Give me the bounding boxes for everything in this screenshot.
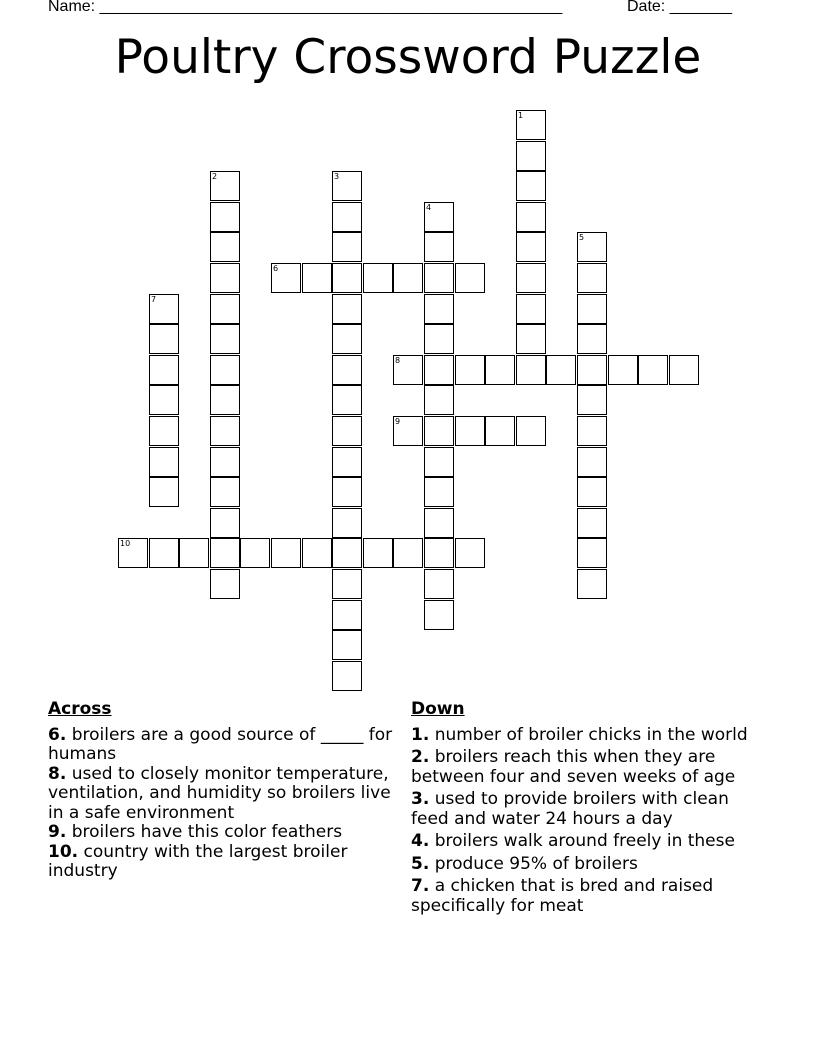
clue-item-number: 7. bbox=[411, 876, 430, 896]
grid-cell[interactable] bbox=[424, 477, 454, 507]
grid-cell[interactable] bbox=[302, 263, 332, 293]
grid-cell[interactable] bbox=[393, 263, 423, 293]
grid-cell[interactable] bbox=[577, 263, 607, 293]
grid-cell[interactable] bbox=[210, 477, 240, 507]
grid-cell[interactable] bbox=[424, 447, 454, 477]
grid-cell[interactable] bbox=[455, 538, 485, 568]
clue-item-number: 5. bbox=[411, 853, 430, 874]
across-clues bbox=[48, 700, 408, 882]
grid-cell[interactable] bbox=[332, 263, 362, 293]
grid-cell[interactable] bbox=[424, 324, 454, 354]
grid-cell[interactable] bbox=[332, 232, 362, 262]
grid-cell[interactable] bbox=[455, 355, 485, 385]
grid-cell[interactable] bbox=[149, 294, 179, 324]
grid-cell[interactable] bbox=[332, 630, 362, 660]
grid-cell[interactable] bbox=[149, 355, 179, 385]
grid-cell[interactable] bbox=[577, 477, 607, 507]
grid-cell[interactable] bbox=[577, 416, 607, 446]
grid-cell[interactable] bbox=[210, 232, 240, 262]
grid-cell[interactable] bbox=[149, 447, 179, 477]
clue-item-number: 8. bbox=[48, 763, 67, 784]
grid-cell[interactable] bbox=[516, 202, 546, 232]
grid-cell[interactable] bbox=[240, 538, 270, 568]
grid-cell[interactable] bbox=[149, 538, 179, 568]
clue-number: 9 bbox=[395, 417, 401, 426]
grid-cell[interactable] bbox=[516, 294, 546, 324]
grid-cell[interactable] bbox=[455, 416, 485, 446]
clue-item-text: used to provide broilers with clean feed and water 24 hours a day bbox=[411, 789, 729, 829]
grid-cell[interactable] bbox=[149, 477, 179, 507]
grid-cell[interactable] bbox=[210, 447, 240, 477]
grid-cell[interactable] bbox=[332, 416, 362, 446]
grid-cell[interactable] bbox=[332, 569, 362, 599]
grid-cell[interactable] bbox=[210, 538, 240, 568]
page-title: Poultry Crossword Puzzle bbox=[114, 30, 702, 85]
grid-cell[interactable] bbox=[424, 538, 454, 568]
grid-cell[interactable] bbox=[516, 141, 546, 171]
down-heading: Down bbox=[411, 699, 465, 719]
grid-cell[interactable] bbox=[424, 202, 454, 232]
grid-cell[interactable] bbox=[210, 355, 240, 385]
grid-cell[interactable] bbox=[424, 263, 454, 293]
grid-cell[interactable] bbox=[577, 232, 607, 262]
clue-item-number: 2. bbox=[411, 747, 430, 767]
clue-item-number: 6. bbox=[48, 724, 67, 745]
grid-cell[interactable] bbox=[332, 508, 362, 538]
grid-cell[interactable] bbox=[210, 508, 240, 538]
grid-cell[interactable] bbox=[577, 508, 607, 538]
clue-number: 6 bbox=[273, 264, 279, 273]
clue-number: 5 bbox=[579, 233, 585, 242]
grid-cell[interactable] bbox=[210, 416, 240, 446]
grid-cell[interactable] bbox=[363, 538, 393, 568]
clue-item-number: 1. bbox=[411, 724, 430, 745]
clue-item bbox=[411, 832, 756, 852]
clue-item-text: broilers have this color feathers bbox=[66, 822, 343, 842]
grid-cell[interactable] bbox=[210, 385, 240, 415]
grid-cell[interactable] bbox=[424, 355, 454, 385]
grid-cell[interactable] bbox=[424, 600, 454, 630]
clue-item-text: broilers are a good source of _____ for humans bbox=[48, 724, 393, 764]
grid-cell[interactable] bbox=[332, 447, 362, 477]
grid-cell[interactable] bbox=[332, 538, 362, 568]
across-heading: Across bbox=[48, 699, 112, 719]
grid-cell[interactable] bbox=[210, 263, 240, 293]
grid-cell[interactable] bbox=[424, 416, 454, 446]
grid-cell[interactable] bbox=[332, 661, 362, 691]
clue-item-number: 3. bbox=[411, 789, 430, 809]
clue-item-text: used to closely monitor temperature, ventilation, and humidity so broilers live in a safe environment bbox=[48, 763, 391, 823]
grid-cell[interactable] bbox=[210, 171, 240, 201]
grid-cell[interactable] bbox=[577, 294, 607, 324]
grid-cell[interactable] bbox=[210, 294, 240, 324]
grid-cell[interactable] bbox=[210, 569, 240, 599]
clue-item-text: country with the largest broiler industry bbox=[48, 841, 348, 881]
grid-cell[interactable] bbox=[332, 355, 362, 385]
grid-cell[interactable] bbox=[424, 508, 454, 538]
grid-cell[interactable] bbox=[118, 538, 148, 568]
grid-cell[interactable] bbox=[577, 385, 607, 415]
clue-number: 2 bbox=[212, 172, 218, 181]
grid-cell[interactable] bbox=[302, 538, 332, 568]
grid-cell[interactable] bbox=[424, 569, 454, 599]
grid-cell[interactable] bbox=[638, 355, 668, 385]
grid-cell[interactable] bbox=[332, 477, 362, 507]
grid-cell[interactable] bbox=[424, 294, 454, 324]
grid-cell[interactable] bbox=[332, 202, 362, 232]
grid-cell[interactable] bbox=[363, 263, 393, 293]
clue-item bbox=[48, 765, 408, 824]
clue-item-text: broilers reach this when they are between four and seven weeks of age bbox=[411, 747, 736, 787]
down-clue-list bbox=[411, 726, 756, 917]
grid-cell[interactable] bbox=[332, 294, 362, 324]
clue-item bbox=[411, 855, 756, 875]
grid-cell[interactable] bbox=[271, 263, 301, 293]
grid-cell[interactable] bbox=[516, 355, 546, 385]
clue-item-number: 4. bbox=[411, 831, 430, 851]
grid-cell[interactable] bbox=[424, 385, 454, 415]
clue-item bbox=[411, 726, 756, 746]
clue-item bbox=[48, 843, 408, 882]
grid-cell[interactable] bbox=[332, 171, 362, 201]
grid-cell[interactable] bbox=[149, 324, 179, 354]
clue-number: 8 bbox=[395, 356, 401, 365]
clue-item-text: a chicken that is bred and raised specifically for meat bbox=[411, 876, 714, 916]
clue-item bbox=[48, 823, 408, 843]
grid-cell[interactable] bbox=[210, 202, 240, 232]
clue-item-number: 10. bbox=[48, 841, 79, 862]
clue-number: 7 bbox=[151, 295, 157, 304]
grid-cell[interactable] bbox=[424, 232, 454, 262]
grid-cell[interactable] bbox=[516, 263, 546, 293]
clue-item bbox=[411, 748, 756, 787]
grid-cell[interactable] bbox=[332, 600, 362, 630]
grid-cell[interactable] bbox=[393, 355, 423, 385]
grid-cell[interactable] bbox=[393, 538, 423, 568]
grid-cell[interactable] bbox=[516, 416, 546, 446]
grid-cell[interactable] bbox=[179, 538, 209, 568]
name-line: ____________________________________________________ bbox=[99, 0, 563, 15]
grid-cell[interactable] bbox=[577, 447, 607, 477]
clue-number: 1 bbox=[518, 111, 524, 120]
clue-number: 10 bbox=[120, 539, 131, 548]
grid-cell[interactable] bbox=[516, 171, 546, 201]
grid-cell[interactable] bbox=[516, 324, 546, 354]
clue-item bbox=[411, 790, 756, 829]
grid-cell[interactable] bbox=[485, 416, 515, 446]
grid-cell[interactable] bbox=[546, 355, 576, 385]
clue-item bbox=[411, 877, 756, 916]
across-clue-list bbox=[48, 726, 408, 882]
grid-cell[interactable] bbox=[577, 569, 607, 599]
name-label: Name: bbox=[48, 0, 100, 15]
grid-cell[interactable] bbox=[485, 355, 515, 385]
date-label: Date: bbox=[627, 0, 670, 15]
grid-cell[interactable] bbox=[210, 324, 240, 354]
clue-item-text: broilers walk around freely in these bbox=[429, 831, 735, 851]
grid-cell[interactable] bbox=[393, 416, 423, 446]
down-clues bbox=[411, 700, 756, 919]
grid-cell[interactable] bbox=[608, 355, 638, 385]
grid-cell[interactable] bbox=[577, 355, 607, 385]
clue-item-number: 9. bbox=[48, 822, 67, 842]
grid-cell[interactable] bbox=[516, 110, 546, 140]
grid-cell[interactable] bbox=[577, 324, 607, 354]
grid-cell[interactable] bbox=[271, 538, 301, 568]
clue-number: 3 bbox=[334, 172, 340, 181]
grid-cell[interactable] bbox=[455, 263, 485, 293]
grid-cell[interactable] bbox=[516, 232, 546, 262]
grid-cell[interactable] bbox=[149, 416, 179, 446]
grid-cell[interactable] bbox=[332, 324, 362, 354]
grid-cell[interactable] bbox=[332, 385, 362, 415]
clue-item bbox=[48, 726, 408, 765]
grid-cell[interactable] bbox=[669, 355, 699, 385]
grid-cell[interactable] bbox=[577, 538, 607, 568]
clue-item-text: produce 95% of broilers bbox=[429, 853, 638, 874]
clue-item-text: number of broiler chicks in the world bbox=[429, 724, 748, 745]
date-line: _______ bbox=[669, 0, 732, 15]
grid-cell[interactable] bbox=[149, 385, 179, 415]
clue-number: 4 bbox=[426, 203, 432, 212]
